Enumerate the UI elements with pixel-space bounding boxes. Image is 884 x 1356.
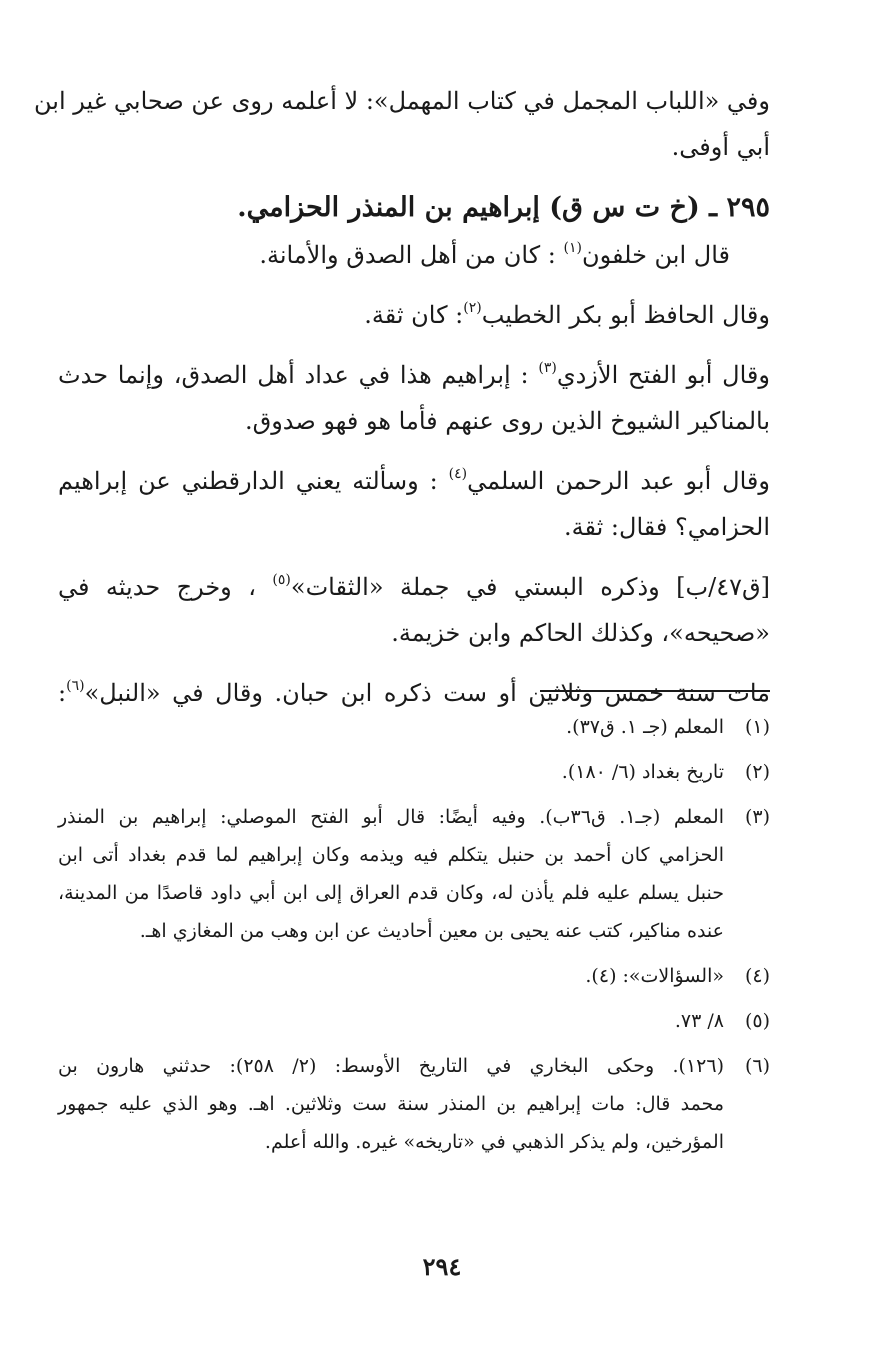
footnote-line: المؤرخين، ولم يذكر الذهبي في «تاريخه» غيره. والله أعلم. [264,1131,724,1153]
footnote-item [58,708,770,746]
footnote-ref[interactable]: (١) [563,240,582,256]
footnote-item [58,798,770,950]
paragraph-line: [ق٤٧/ب] وذكره البستي في جملة «الثقات»$^{(٥)}$ ، وخرج حديثه في [58,572,770,601]
main-text [34,78,770,716]
footnote-separator [540,690,770,692]
footnote-number: (١) [744,716,770,738]
paragraph-line: وقال أبو عبد الرحمن السلمي$^{(٤)}$ : وسألته يعني الدارقطني عن إبراهيم [58,466,770,495]
footnote-item [58,1002,770,1040]
page-number: ٢٩٤ [422,1252,462,1281]
footnote-line: المعلم (جـ ١. ق٣٧). [566,716,724,738]
footnote-number: (٢) [744,761,770,783]
footnote-item [58,1047,770,1161]
paragraph-line: بالمناكير الشيوخ الذين روى عنهم فأما هو فهو صدوق. [244,407,770,435]
paragraph-line: «صحيحه»، وكذلك الحاكم وابن خزيمة. [391,619,770,647]
footnote-number: (٤) [744,965,770,987]
footnote-line: «السؤالات»: (٤). [585,965,724,987]
footnote-ref[interactable]: (٤) [448,466,468,482]
footnote-line: تاريخ بغداد (٦/ ١٨٠). [561,761,724,783]
footnote-number: (٣) [744,806,770,828]
paragraph-line: وقال أبو الفتح الأزدي$^{(٣)}$ : إبراهيم هذا في عداد أهل الصدق، وإنما حدث [58,360,770,389]
footnote-item [58,753,770,791]
footnotes [58,708,770,1168]
paragraph-line: أبي أوفى. [671,133,770,161]
footnote-line: الحزامي كان أحمد بن حنبل يتكلم فيه ويذمه وكان إبراهيم لما قدم بغداد أتى ابن [58,844,724,866]
paragraph-line: مات سنة خمس وثلاثين أو ست ذكره ابن حبان. وقال في «النبل»$^{(٦)}$: [58,678,770,707]
footnote-ref[interactable]: (٢) [463,300,482,316]
footnote-line: ٨/ ٧٣. [674,1010,724,1032]
footnote-ref[interactable]: (٥) [272,572,291,588]
footnote-line: عنده مناكير، كتب عنه يحيى بن معين أحاديث عن ابن وهب من المغازي اهـ. [139,920,724,942]
paragraph-line: الحزامي؟ فقال: ثقة. [563,513,770,541]
paragraph-line: قال ابن خلفون$^{(١)}$ : كان من أهل الصدق والأمانة. [259,240,730,269]
paragraph-line: وقال الحافظ أبو بكر الخطيب$^{(٢)}$: كان ثقة. [364,300,770,329]
footnote-line: محمد قال: مات إبراهيم بن المنذر سنة ست وثلاثين. اهـ. وهو الذي عليه جمهور [58,1093,724,1115]
footnote-number: (٦) [744,1055,770,1077]
footnote-line: المعلم (جـ١. ق٣٦ب). وفيه أيضًا: قال أبو الفتح الموصلي: إبراهيم بن المنذر [58,806,724,828]
footnote-item [58,957,770,995]
entry-heading: ٢٩٥ ـ (خ ت س ق) إبراهيم بن المنذر الحزامي. [237,192,770,223]
footnote-ref[interactable]: (٦) [66,678,85,694]
footnote-line: حنبل يسلم عليه فلم يأذن له، وكان قدم العراق إلى ابن أبي داود قاصدًا من المدينة، [58,882,724,904]
paragraph-line: وفي «اللباب المجمل في كتاب المهمل»: لا أعلمه روى عن صحابي غير ابن [34,87,770,115]
footnote-ref[interactable]: (٣) [538,360,557,376]
footnote-number: (٥) [744,1010,770,1032]
footnote-line: (١٢٦). وحكى البخاري في التاريخ الأوسط: (٢/ ٢٥٨): حدثني هارون بن [58,1055,725,1077]
